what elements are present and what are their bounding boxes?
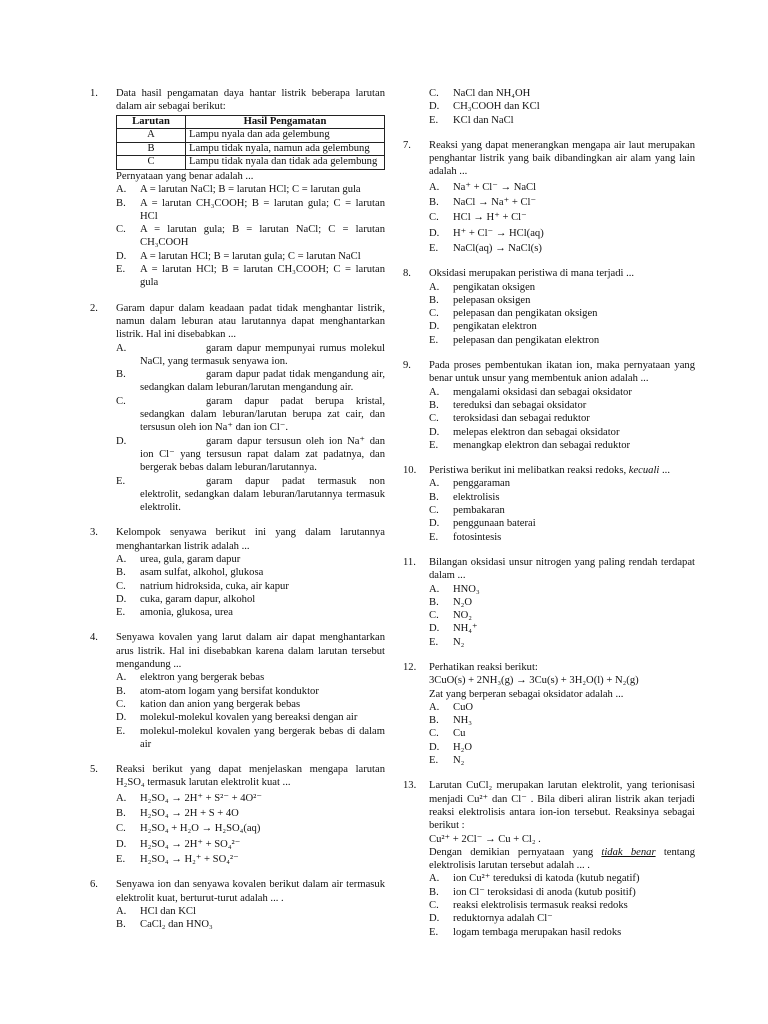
- option-text: kation dan anion yang bergerak bebas: [140, 698, 301, 710]
- option-letter: D.: [116, 250, 127, 262]
- answer-option[interactable]: [429, 412, 695, 425]
- option-text: A = larutan CH₃COOH; B = larutan gula; C = larutan HCl: [140, 197, 385, 222]
- answer-option[interactable]: [429, 714, 695, 727]
- question-7: [403, 139, 695, 255]
- question-number: 11.: [403, 556, 416, 568]
- option-text: Cu: [453, 728, 466, 740]
- answer-option[interactable]: [429, 114, 695, 127]
- answer-option[interactable]: [429, 477, 695, 490]
- option-text: urea, gula, garam dapur: [140, 553, 241, 565]
- answer-option[interactable]: [116, 725, 385, 752]
- option-letter: E.: [116, 264, 126, 276]
- answer-option[interactable]: [116, 553, 385, 566]
- answer-option[interactable]: [429, 727, 695, 740]
- answer-option[interactable]: [429, 294, 695, 307]
- answer-option[interactable]: [429, 741, 695, 754]
- option-letter: D.: [429, 741, 440, 753]
- option-letter: A.: [429, 478, 440, 490]
- option-text: pembakaran: [453, 505, 505, 517]
- answer-option[interactable]: [429, 872, 695, 885]
- option-text: atom-atom logam yang bersifat konduktor: [140, 685, 319, 697]
- answer-option[interactable]: [116, 368, 385, 395]
- answer-option[interactable]: [116, 566, 385, 579]
- answer-option[interactable]: [429, 181, 695, 194]
- option-text: H₂SO₄ → 2H⁺ + SO₄²⁻: [140, 838, 241, 850]
- option-letter: A.: [429, 873, 440, 885]
- table-cell: C: [117, 156, 186, 170]
- option-text: natrium hidroksida, cuka, air kapur: [140, 580, 289, 592]
- option-text: NaCl → Na⁺ + Cl⁻: [453, 197, 537, 209]
- option-text: H₂SO₄ + H₂O → H₂SO₄(aq): [140, 823, 261, 835]
- option-text: Na⁺ + Cl⁻ → NaCl: [453, 181, 537, 193]
- question-stem: Senyawa ion dan senyawa kovalen berikut dalam air termasuk elektrolit kuat, berturut-turut adalah ... .: [116, 879, 385, 904]
- answer-option[interactable]: [429, 886, 695, 899]
- answer-option[interactable]: [429, 754, 695, 767]
- option-letter: C.: [429, 610, 439, 622]
- option-text: N₂: [453, 755, 465, 767]
- answer-option[interactable]: [116, 838, 385, 851]
- option-letter: E.: [429, 334, 439, 346]
- prompt-text: Dengan demikian pernyataan yang: [429, 846, 594, 858]
- option-text: reduktornya adalah Cl⁻: [453, 913, 553, 925]
- answer-option[interactable]: [116, 792, 385, 805]
- option-letter: D.: [429, 101, 440, 113]
- answer-option[interactable]: [116, 342, 385, 369]
- option-text: H⁺ + Cl⁻ → HCl(aq): [453, 227, 544, 239]
- option-text: A = larutan NaCl; B = larutan HCl; C = larutan gula: [140, 184, 361, 196]
- option-text: NH₃: [453, 715, 472, 727]
- question-1: [90, 87, 385, 290]
- option-letter: C.: [429, 728, 439, 740]
- option-text: penggaraman: [453, 478, 511, 490]
- option-text: garam dapur padat tidak mengandung air, sedangkan dalam leburan/larutan mengandung air.: [140, 369, 385, 394]
- answer-option[interactable]: [429, 701, 695, 714]
- reaction-equation: Cu²⁺ + 2Cl⁻ → Cu + Cl₂ .: [429, 833, 541, 845]
- option-text: molekul-molekul kovalen yang bergerak bebas di dalam air: [140, 725, 385, 750]
- option-letter: D.: [116, 435, 127, 447]
- option-letter: B.: [429, 399, 439, 411]
- question-number: 1.: [90, 88, 98, 99]
- option-letter: D.: [116, 712, 127, 724]
- option-text: HCl → H⁺ + Cl⁻: [453, 212, 527, 224]
- question-stem: Perhatikan reaksi berikut:: [429, 661, 538, 673]
- option-letter: A.: [429, 386, 440, 398]
- question-number: 12.: [403, 661, 417, 673]
- option-text: garam dapur tersusun oleh ion Na⁺ dan ion Cl⁻ yang tersusun rapat dalam zat padatnya, dan bergerak bebas dalam leburan/larutannya.: [140, 435, 385, 474]
- option-letter: C.: [116, 224, 126, 236]
- answer-option[interactable]: [429, 636, 695, 649]
- option-text: teroksidasi dan sebagai reduktor: [453, 413, 590, 425]
- stem-emphasis: kecuali: [628, 465, 660, 477]
- option-text: KCl dan NaCl: [453, 114, 514, 126]
- option-letter: E.: [429, 114, 439, 126]
- option-letter: B.: [116, 685, 126, 697]
- question-number: 2.: [90, 302, 98, 314]
- question-stem: Senyawa kovalen yang larut dalam air dapat menghantarkan arus listrik. Hal ini disebabkan karena dalam larutan tersebut mengandung ...: [116, 632, 385, 671]
- question-prompt: Zat yang berperan sebagai oksidator adalah ...: [429, 688, 624, 700]
- question-number: 7.: [403, 139, 411, 151]
- prompt-emphasis: tidak benar: [601, 846, 656, 858]
- option-text: mengalami oksidasi dan sebagai oksidator: [453, 386, 632, 398]
- question-stem: Oksidasi merupakan peristiwa di mana terjadi ...: [429, 268, 635, 280]
- option-letter: C.: [429, 88, 439, 99]
- option-letter: C.: [116, 395, 126, 407]
- table-row: [117, 156, 385, 170]
- option-letter: E.: [116, 725, 126, 737]
- option-letter: C.: [116, 698, 126, 710]
- option-letter: E.: [429, 439, 439, 451]
- question-6: [90, 878, 385, 931]
- option-text: fotosintesis: [453, 531, 502, 543]
- option-text: logam tembaga merupakan hasil redoks: [453, 926, 622, 938]
- answer-option[interactable]: [116, 183, 385, 196]
- answer-option[interactable]: [429, 912, 695, 925]
- option-text: reaksi elektrolisis termasuk reaksi redoks: [453, 900, 628, 912]
- option-text: NaCl(aq) → NaCl(s): [453, 242, 542, 254]
- option-letter: B.: [429, 294, 439, 306]
- question-3: [90, 526, 385, 619]
- answer-option[interactable]: [116, 395, 385, 435]
- stem-ellipsis: ...: [662, 465, 670, 477]
- question-number: 8.: [403, 268, 411, 280]
- option-letter: A.: [116, 342, 127, 354]
- answer-option[interactable]: [429, 596, 695, 609]
- question-number: 13.: [403, 780, 417, 792]
- option-letter: D.: [116, 838, 127, 850]
- option-text: garam dapur padat termasuk non elektrolit, sedangkan dalam leburan/larutannya termasuk elektrolit.: [140, 475, 385, 514]
- question-prompt: Pernyataan yang benar adalah ...: [116, 170, 254, 182]
- table-cell: Lampu nyala dan ada gelembung: [186, 129, 385, 143]
- option-letter: E.: [429, 531, 439, 543]
- option-letter: E.: [116, 853, 126, 865]
- option-text: A = larutan HCl; B = larutan gula; C = larutan NaCl: [140, 250, 361, 262]
- answer-option[interactable]: [116, 580, 385, 593]
- question-stem: [429, 464, 695, 477]
- option-letter: B.: [429, 596, 439, 608]
- option-text: HCl dan KCl: [140, 905, 196, 917]
- option-text: NO₂: [453, 610, 472, 622]
- option-letter: D.: [429, 623, 440, 635]
- table-header: Hasil Pengamatan: [186, 115, 385, 129]
- question-number: 9.: [403, 360, 411, 372]
- answer-option[interactable]: [429, 517, 695, 530]
- option-letter: B.: [116, 808, 126, 820]
- question-stem: Pada proses pembentukan ikatan ion, maka pernyataan yang benar untuk unsur yang membentuk anion adalah ...: [429, 360, 695, 385]
- answer-option[interactable]: [116, 250, 385, 263]
- option-letter: C.: [429, 212, 439, 224]
- option-text: HNO₃: [453, 583, 480, 595]
- option-letter: D.: [429, 321, 440, 333]
- option-letter: C.: [116, 823, 126, 835]
- option-text: ion Cl⁻ teroksidasi di anoda (kutub positif): [453, 886, 636, 898]
- answer-option[interactable]: [116, 223, 385, 250]
- question-number: 10.: [403, 465, 417, 477]
- question-stem: Reaksi yang dapat menerangkan mengapa air laut merupakan penghantar listrik yang baik dibandingkan air alam yang lain adalah ...: [429, 139, 695, 178]
- option-text: NaCl dan NH₄OH: [453, 88, 531, 99]
- option-letter: B.: [429, 886, 439, 898]
- question-stem: Bilangan oksidasi unsur nitrogen yang paling rendah terdapat dalam ...: [429, 556, 695, 582]
- answer-option[interactable]: [429, 100, 695, 113]
- option-letter: D.: [116, 593, 127, 605]
- question-stem: Data hasil pengamatan daya hantar listrik beberapa larutan dalam air sebagai berikut:: [116, 88, 385, 113]
- option-letter: E.: [429, 636, 439, 648]
- option-text: menangkap elektron dan sebagai reduktor: [453, 439, 631, 451]
- question-11: [403, 556, 695, 649]
- option-text: H₂O: [453, 741, 472, 753]
- question-number: 5.: [90, 764, 98, 776]
- option-letter: A.: [429, 181, 440, 193]
- answer-option[interactable]: [116, 197, 385, 224]
- question-prompt: [429, 846, 695, 873]
- answer-option[interactable]: [429, 242, 695, 255]
- question-2: [90, 302, 385, 515]
- question-9: [403, 359, 695, 452]
- table-cell: A: [117, 129, 186, 143]
- option-letter: B.: [116, 197, 126, 209]
- option-letter: E.: [116, 475, 126, 487]
- option-letter: A.: [116, 553, 127, 565]
- answer-option[interactable]: [429, 899, 695, 912]
- option-letter: C.: [429, 308, 439, 320]
- option-letter: B.: [429, 197, 439, 209]
- answer-option[interactable]: [429, 609, 695, 622]
- option-letter: A.: [429, 701, 440, 713]
- option-text: elektrolisis: [453, 491, 500, 503]
- question-12: [403, 661, 695, 767]
- option-text: N₂: [453, 636, 465, 648]
- option-letter: A.: [429, 583, 440, 595]
- answer-option[interactable]: [116, 671, 385, 684]
- answer-option[interactable]: [429, 926, 695, 939]
- answer-option[interactable]: [116, 698, 385, 711]
- answer-option[interactable]: [429, 87, 695, 100]
- answer-option[interactable]: [116, 853, 385, 866]
- table-row: [117, 129, 385, 143]
- table-cell: Lampu tidak nyala, namun ada gelembung: [186, 142, 385, 156]
- option-text: A = larutan gula; B = larutan NaCl; C = larutan CH₃COOH: [140, 224, 385, 249]
- option-text: elektron yang bergerak bebas: [140, 672, 265, 684]
- answer-option[interactable]: [429, 334, 695, 347]
- option-letter: E.: [116, 607, 126, 619]
- answer-option[interactable]: [429, 491, 695, 504]
- question-stem: Larutan CuCl₂ merupakan larutan elektrolit, yang terionisasi menjadi Cu²⁺ dan Cl⁻ . Bila diberi aliran listrik akan terjadi reaksi elektrolisis antara ion-ion tersebut. Reaksinya sebagai berikut :: [429, 780, 695, 832]
- prompt-text-end: tentang elektrolisis larutan tersebut adalah ... .: [429, 846, 696, 872]
- option-text: H₂SO₄ → 2H⁺ + S²⁻ + 4O²⁻: [140, 792, 262, 804]
- answer-option[interactable]: [429, 227, 695, 240]
- option-letter: A.: [429, 281, 440, 293]
- answer-option[interactable]: [429, 426, 695, 439]
- option-text: H₂SO₄ → 2H + S + 4O: [140, 808, 239, 820]
- question-6-continued: [403, 87, 695, 127]
- option-letter: D.: [429, 426, 440, 438]
- table-header: Larutan: [117, 115, 186, 129]
- option-letter: C.: [429, 900, 439, 912]
- table-row: [117, 142, 385, 156]
- option-letter: D.: [429, 913, 440, 925]
- answer-option[interactable]: [429, 320, 695, 333]
- option-text: NH₄⁺: [453, 623, 478, 635]
- option-letter: A.: [116, 792, 127, 804]
- option-letter: A.: [116, 184, 127, 196]
- option-text: amonia, glukosa, urea: [140, 607, 233, 619]
- question-8: [403, 267, 695, 347]
- option-text: pengikatan elektron: [453, 321, 537, 333]
- option-text: garam dapur mempunyai rumus molekul NaCl, yang termasuk senyawa ion.: [140, 342, 385, 367]
- option-text: pelepasan dan pengikatan elektron: [453, 334, 600, 346]
- answer-option[interactable]: [429, 211, 695, 224]
- answer-option[interactable]: [429, 439, 695, 452]
- option-letter: A.: [116, 905, 127, 917]
- question-5: [90, 763, 385, 866]
- question-4: [90, 631, 385, 751]
- answer-option[interactable]: [116, 263, 385, 290]
- reaction-equation: 3CuO(s) + 2NH₃(g) → 3Cu(s) + 3H₂O(l) + N₂(g): [429, 675, 639, 687]
- answer-option[interactable]: [116, 711, 385, 724]
- option-letter: B.: [429, 491, 439, 503]
- answer-option[interactable]: [429, 583, 695, 596]
- option-text: A = larutan HCl; B = larutan CH₃COOH; C = larutan gula: [140, 264, 385, 289]
- option-letter: E.: [429, 242, 439, 254]
- question-number: 6.: [90, 879, 98, 891]
- option-letter: C.: [116, 580, 126, 592]
- answer-option[interactable]: [429, 196, 695, 209]
- observation-table: [116, 115, 385, 170]
- option-letter: E.: [429, 755, 439, 767]
- table-header-row: [117, 115, 385, 129]
- answer-option[interactable]: [116, 905, 385, 918]
- answer-option[interactable]: [429, 504, 695, 517]
- answer-option[interactable]: [116, 822, 385, 835]
- right-column: [403, 87, 695, 951]
- left-column: [90, 87, 385, 943]
- question-stem: Kelompok senyawa berikut ini yang dalam larutannya menghantarkan listrik adalah ...: [116, 527, 385, 552]
- option-letter: B.: [116, 919, 126, 931]
- question-stem: Garam dapur dalam keadaan padat tidak menghantar listrik, namun dalam leburan atau larutannya dapat menghantarkan listrik. Hal ini disebabkan ...: [116, 302, 385, 341]
- answer-option[interactable]: [429, 386, 695, 399]
- option-letter: C.: [429, 505, 439, 517]
- table-cell: Lampu tidak nyala dan tidak ada gelembung: [186, 156, 385, 170]
- answer-option[interactable]: [429, 399, 695, 412]
- answer-option[interactable]: [116, 435, 385, 475]
- option-text: N₂O: [453, 596, 472, 608]
- option-text: CH₃COOH dan KCl: [453, 101, 540, 113]
- answer-option[interactable]: [116, 918, 385, 931]
- option-text: pelepasan oksigen: [453, 294, 531, 306]
- question-10: [403, 464, 695, 544]
- option-text: ion Cu²⁺ tereduksi di katoda (kutub negatif): [453, 873, 640, 885]
- option-text: molekul-molekul kovalen yang bereaksi dengan air: [140, 712, 358, 724]
- answer-option[interactable]: [429, 622, 695, 635]
- option-letter: A.: [116, 672, 127, 684]
- option-letter: C.: [429, 413, 439, 425]
- option-text: pelepasan dan pengikatan oksigen: [453, 308, 598, 320]
- option-text: asam sulfat, alkohol, glukosa: [140, 567, 264, 579]
- question-number: 4.: [90, 632, 98, 644]
- question-number: 3.: [90, 527, 98, 539]
- option-letter: D.: [429, 227, 440, 239]
- option-text: penggunaan baterai: [453, 518, 536, 530]
- answer-option[interactable]: [116, 593, 385, 606]
- answer-option[interactable]: [116, 807, 385, 820]
- option-text: CaCl₂ dan HNO₃: [140, 919, 213, 931]
- option-text: garam dapur padat berupa kristal, sedangkan dalam leburan/larutan berupa zat cair, dan tersusun oleh ion Na⁺ dan ion Cl⁻.: [140, 395, 385, 434]
- option-letter: E.: [429, 926, 439, 938]
- option-letter: B.: [116, 369, 126, 381]
- stem-text: Peristiwa berikut ini melibatkan reaksi redoks,: [429, 465, 627, 477]
- answer-option[interactable]: [116, 685, 385, 698]
- answer-option[interactable]: [116, 606, 385, 619]
- option-text: CuO: [453, 701, 474, 713]
- option-letter: B.: [116, 567, 126, 579]
- option-text: pengikatan oksigen: [453, 281, 536, 293]
- answer-option[interactable]: [429, 307, 695, 320]
- option-text: tereduksi dan sebagai oksidator: [453, 399, 587, 411]
- option-text: cuka, garam dapur, alkohol: [140, 593, 256, 605]
- answer-option[interactable]: [429, 531, 695, 544]
- question-stem: Reaksi berikut yang dapat menjelaskan mengapa larutan H₂SO₄ termasuk larutan elektrolit kuat ...: [116, 764, 385, 789]
- option-text: H₂SO₄ → H₂⁺ + SO₄²⁻: [140, 853, 239, 865]
- option-letter: B.: [429, 715, 439, 727]
- option-text: melepas elektron dan sebagai oksidator: [453, 426, 620, 438]
- question-13: [403, 779, 695, 939]
- option-letter: D.: [429, 518, 440, 530]
- answer-option[interactable]: [116, 475, 385, 515]
- answer-option[interactable]: [429, 281, 695, 294]
- table-cell: B: [117, 142, 186, 156]
